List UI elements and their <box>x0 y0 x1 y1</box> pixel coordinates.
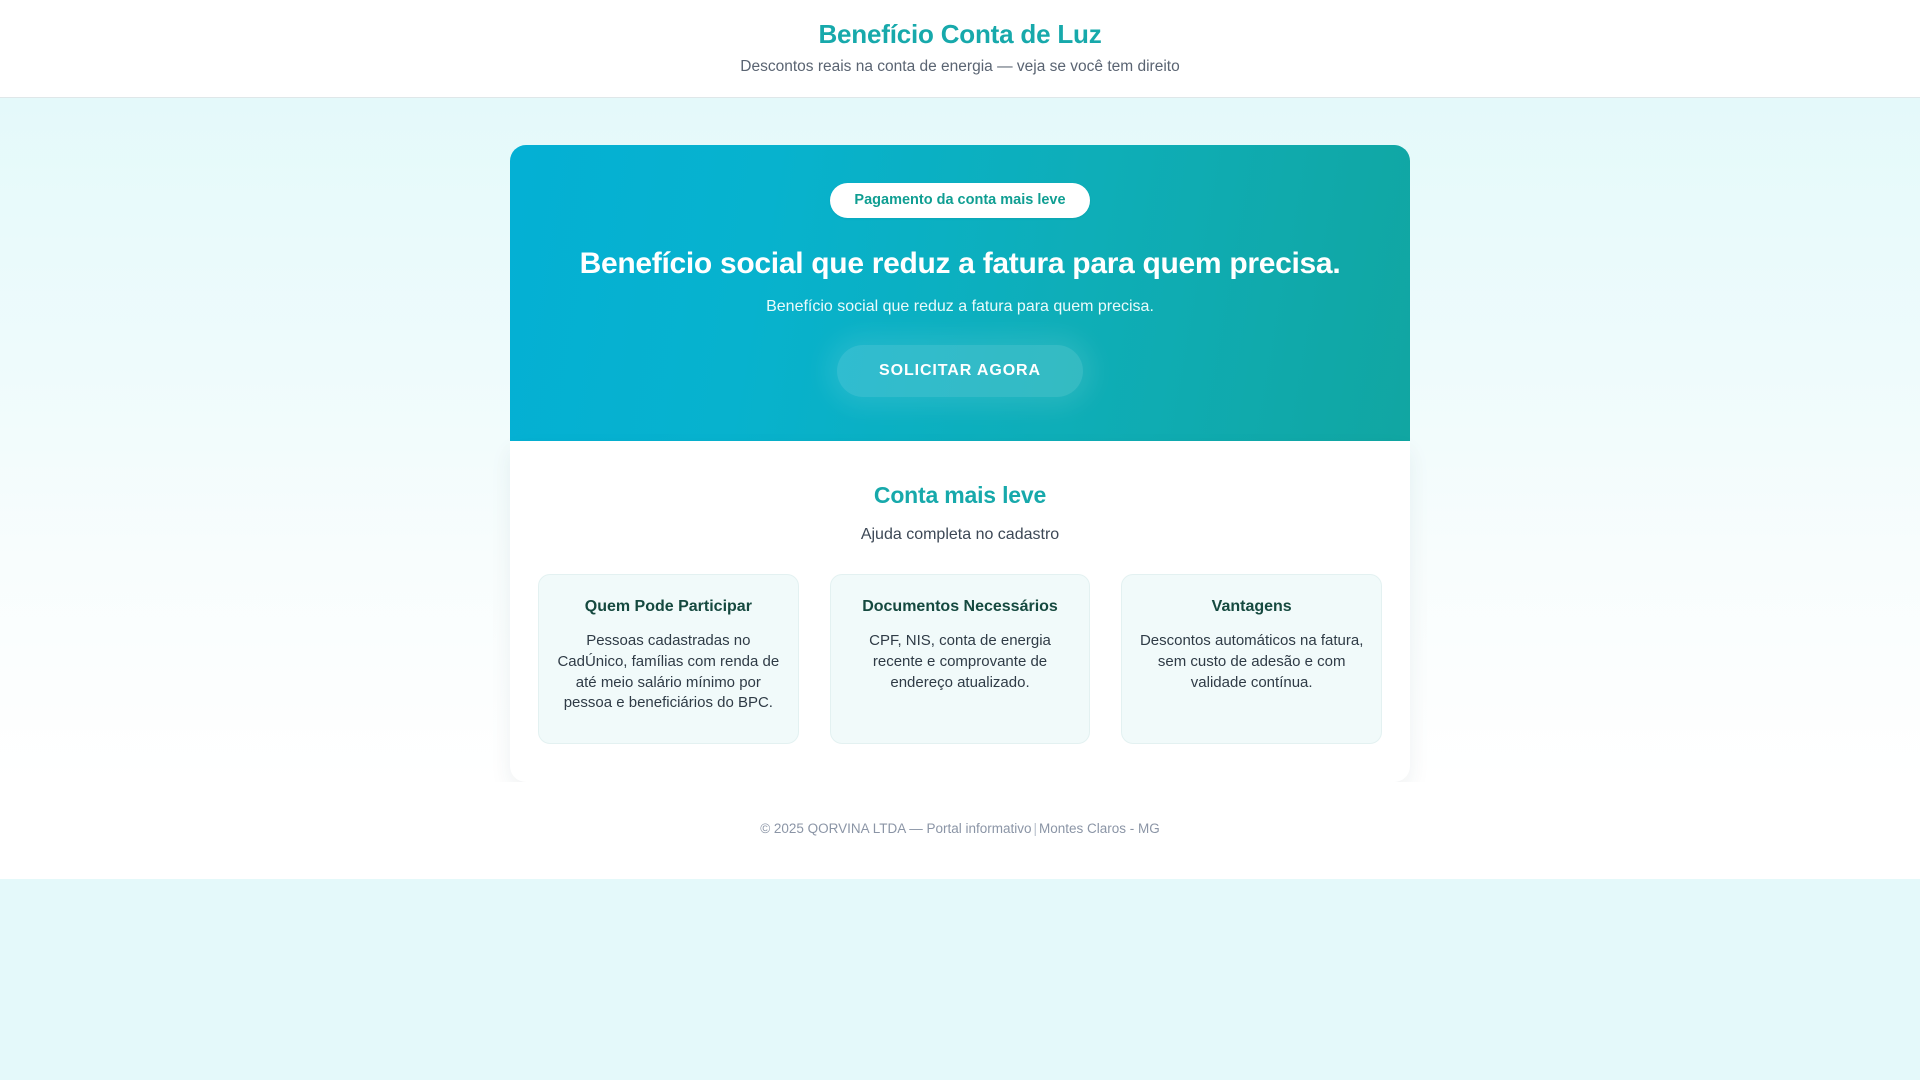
feature-card-title: Quem Pode Participar <box>584 598 752 616</box>
feature-card-grid <box>538 574 1382 744</box>
info-title: Conta mais leve <box>873 481 1047 508</box>
feature-card-text: Descontos automáticos na fatura, sem custo de adesão e com validade contínua. <box>1139 632 1364 691</box>
footer-copyright: © 2025 QORVINA LTDA — Portal informativo <box>760 821 1032 837</box>
page-subtitle: Descontos reais na conta de energia — veja se você tem direito <box>740 57 1180 75</box>
info-section <box>510 441 1410 782</box>
footer-text <box>0 820 1920 838</box>
hero-headline: Benefício social que reduz a fatura para quem precisa. <box>579 247 1341 281</box>
feature-card-title: Documentos Necessários <box>862 598 1058 616</box>
feature-card-title: Vantagens <box>1211 598 1292 616</box>
site-header <box>0 0 1920 98</box>
feature-card-text: CPF, NIS, conta de energia recente e comprovante de endereço atualizado. <box>869 632 1051 691</box>
hero-section <box>510 145 1410 441</box>
site-footer <box>0 782 1920 879</box>
footer-separator: | <box>1033 821 1038 837</box>
content-band <box>0 98 1920 783</box>
feature-card-quem-pode-participar <box>538 574 799 744</box>
page-title: Benefício Conta de Luz <box>818 19 1102 49</box>
feature-card-vantagens <box>1121 574 1382 744</box>
feature-card-documentos-necessarios <box>830 574 1091 744</box>
content-container <box>510 145 1410 783</box>
footer-location: Montes Claros - MG <box>1039 821 1160 837</box>
solicitar-agora-button[interactable]: SOLICITAR AGORA <box>837 345 1083 397</box>
feature-card-text: Pessoas cadastradas no CadÚnico, famílias com renda de até meio salário mínimo por pessoa e beneficiários do BPC. <box>557 632 780 712</box>
bottom-filler <box>0 879 1920 1080</box>
info-subtitle: Ajuda completa no cadastro <box>860 525 1060 543</box>
hero-subheadline: Benefício social que reduz a fatura para quem precisa. <box>766 297 1154 315</box>
hero-cta-wrapper <box>550 345 1370 397</box>
hero-badge: Pagamento da conta mais leve <box>830 183 1089 218</box>
